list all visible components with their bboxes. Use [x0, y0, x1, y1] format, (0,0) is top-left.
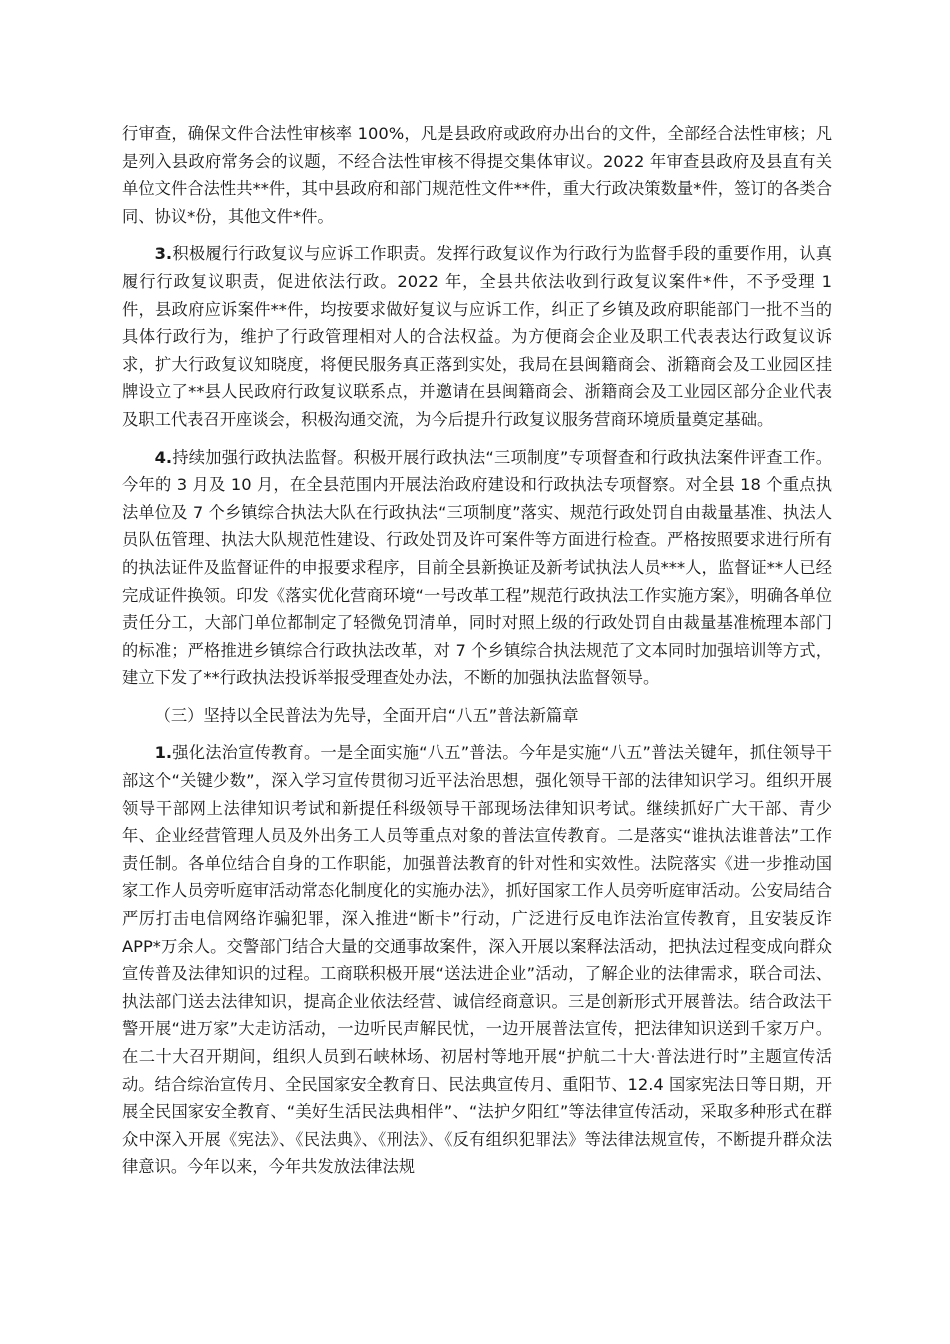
paragraph-enforcement	[122, 444, 832, 692]
document-page	[122, 120, 832, 1181]
paragraph-text: 积极履行行政复议与应诉工作职责。发挥行政复议作为行政行为监督手段的重要作用，认真履行行政复议职责，促进依法行政。2022 年，全县共依法收到行政复议案件*件，不予受理 1 件，县政府应诉案件**件，均按要求做好复议与应诉工作，纠正了乡镇及政府职能部门一批不当的具体行政行为，维护了行政管理相对人的合法权益。为方便商会企业及职工代表表达行政复议诉求，扩大行政复议知晓度，将便民服务真正落到实处，我局在县闽籍商会、浙籍商会及工业园区挂牌设立了**县人民政府行政复议联系点，并邀请在县闽籍商会、浙籍商会及工业园区部分企业代表及职工代表召开座谈会，积极沟通交流，为今后提升行政复议服务营商环境质量奠定基础。	[122, 244, 832, 429]
item-number: 1.	[154, 743, 173, 763]
paragraph-education	[122, 739, 832, 1181]
item-number: 4.	[154, 447, 173, 467]
paragraph-text: 持续加强行政执法监督。积极开展行政执法“三项制度”专项督查和行政执法案件评查工作。今年的 3 月及 10 月，在全县范围内开展法治政府建设和行政执法专项督察。对全县 18 个重点执法单位及 7 个乡镇综合执法大队在行政执法“三项制度”落实、规范行政处罚自由裁量基准、执法人员队伍管理、执法大队规范性建设、行政处罚及许可案件等方面进行检查。严格按照要求进行所有的执法证件及监督证件的申报要求程序，目前全县新换证及新考试执法人员***人，监督证**人已经完成证件换领。印发《落实优化营商环境“一号改革工程”规范行政执法工作实施方案》，明确各单位责任分工，大部门单位都制定了轻微免罚清单，同时对照上级的行政处罚自由裁量基准梳理本部门的标准；严格推进乡镇综合行政执法改革，对 7 个乡镇综合执法规范了文本同时加强培训等方式，建立下发了**行政执法投诉举报受理查处办法，不断的加强执法监督领导。	[122, 447, 832, 688]
paragraph-reconsideration	[122, 240, 832, 433]
item-number: 3.	[154, 244, 173, 264]
paragraph-text: 强化法治宣传教育。一是全面实施“八五”普法。今年是实施“八五”普法关键年，抓住领导干部这个“关键少数”，深入学习宣传贯彻习近平法治思想，强化领导干部的法律知识学习。组织开展领导干部网上法律知识考试和新提任科级领导干部现场法律知识考试。继续抓好广大干部、青少年、企业经营管理人员及外出务工人员等重点对象的普法宣传教育。二是落实“谁执法谁普法”工作责任制。各单位结合自身的工作职能，加强普法教育的针对性和实效性。法院落实《进一步推动国家工作人员旁听庭审活动常态化制度化的实施办法》，抓好国家工作人员旁听庭审活动。公安局结合严厉打击电信网络诈骗犯罪，深入推进“断卡”行动，广泛进行反电诈法治宣传教育，且安装反诈 APP*万余人。交警部门结合大量的交通事故案件，深入开展以案释法活动，把执法过程变成向群众宣传普及法律知识的过程。工商联积极开展“送法进企业”活动，了解企业的法律需求，联合司法、执法部门送去法律知识，提高企业依法经营、诚信经商意识。三是创新形式开展普法。结合政法干警开展“进万家”大走访活动，一边听民声解民忧，一边开展普法宣传，把法律知识送到千家万户。在二十大召开期间，组织人员到石峡林场、初居村等地开展“护航二十大·普法进行时”主题宣传活动。结合综治宣传月、全民国家安全教育日、民法典宣传月、重阳节、12.4 国家宪法日等日期，开展全民国家安全教育、“美好生活民法典相伴”、“法护夕阳红”等法律宣传活动，采取多种形式在群众中深入开展《宪法》、《民法典》、《刑法》、《反有组织犯罪法》等法律法规宣传，不断提升群众法律意识。今年以来，今年共发放法律法规	[122, 743, 832, 1177]
section-heading: （三）坚持以全民普法为先导，全面开启“八五”普法新篇章	[154, 705, 579, 725]
paragraph-review: 行审查，确保文件合法性审核率 100%，凡是县政府或政府办出台的文件，全部经合法性审核；凡是列入县政府常务会的议题，不经合法性审核不得提交集体审议。2022 年审查县政府及县直有关单位文件合法性共**件，其中县政府和部门规范性文件**件，重大行政决策数量*件，签订的各类合同、协议*份，其他文件*件。	[122, 124, 832, 226]
